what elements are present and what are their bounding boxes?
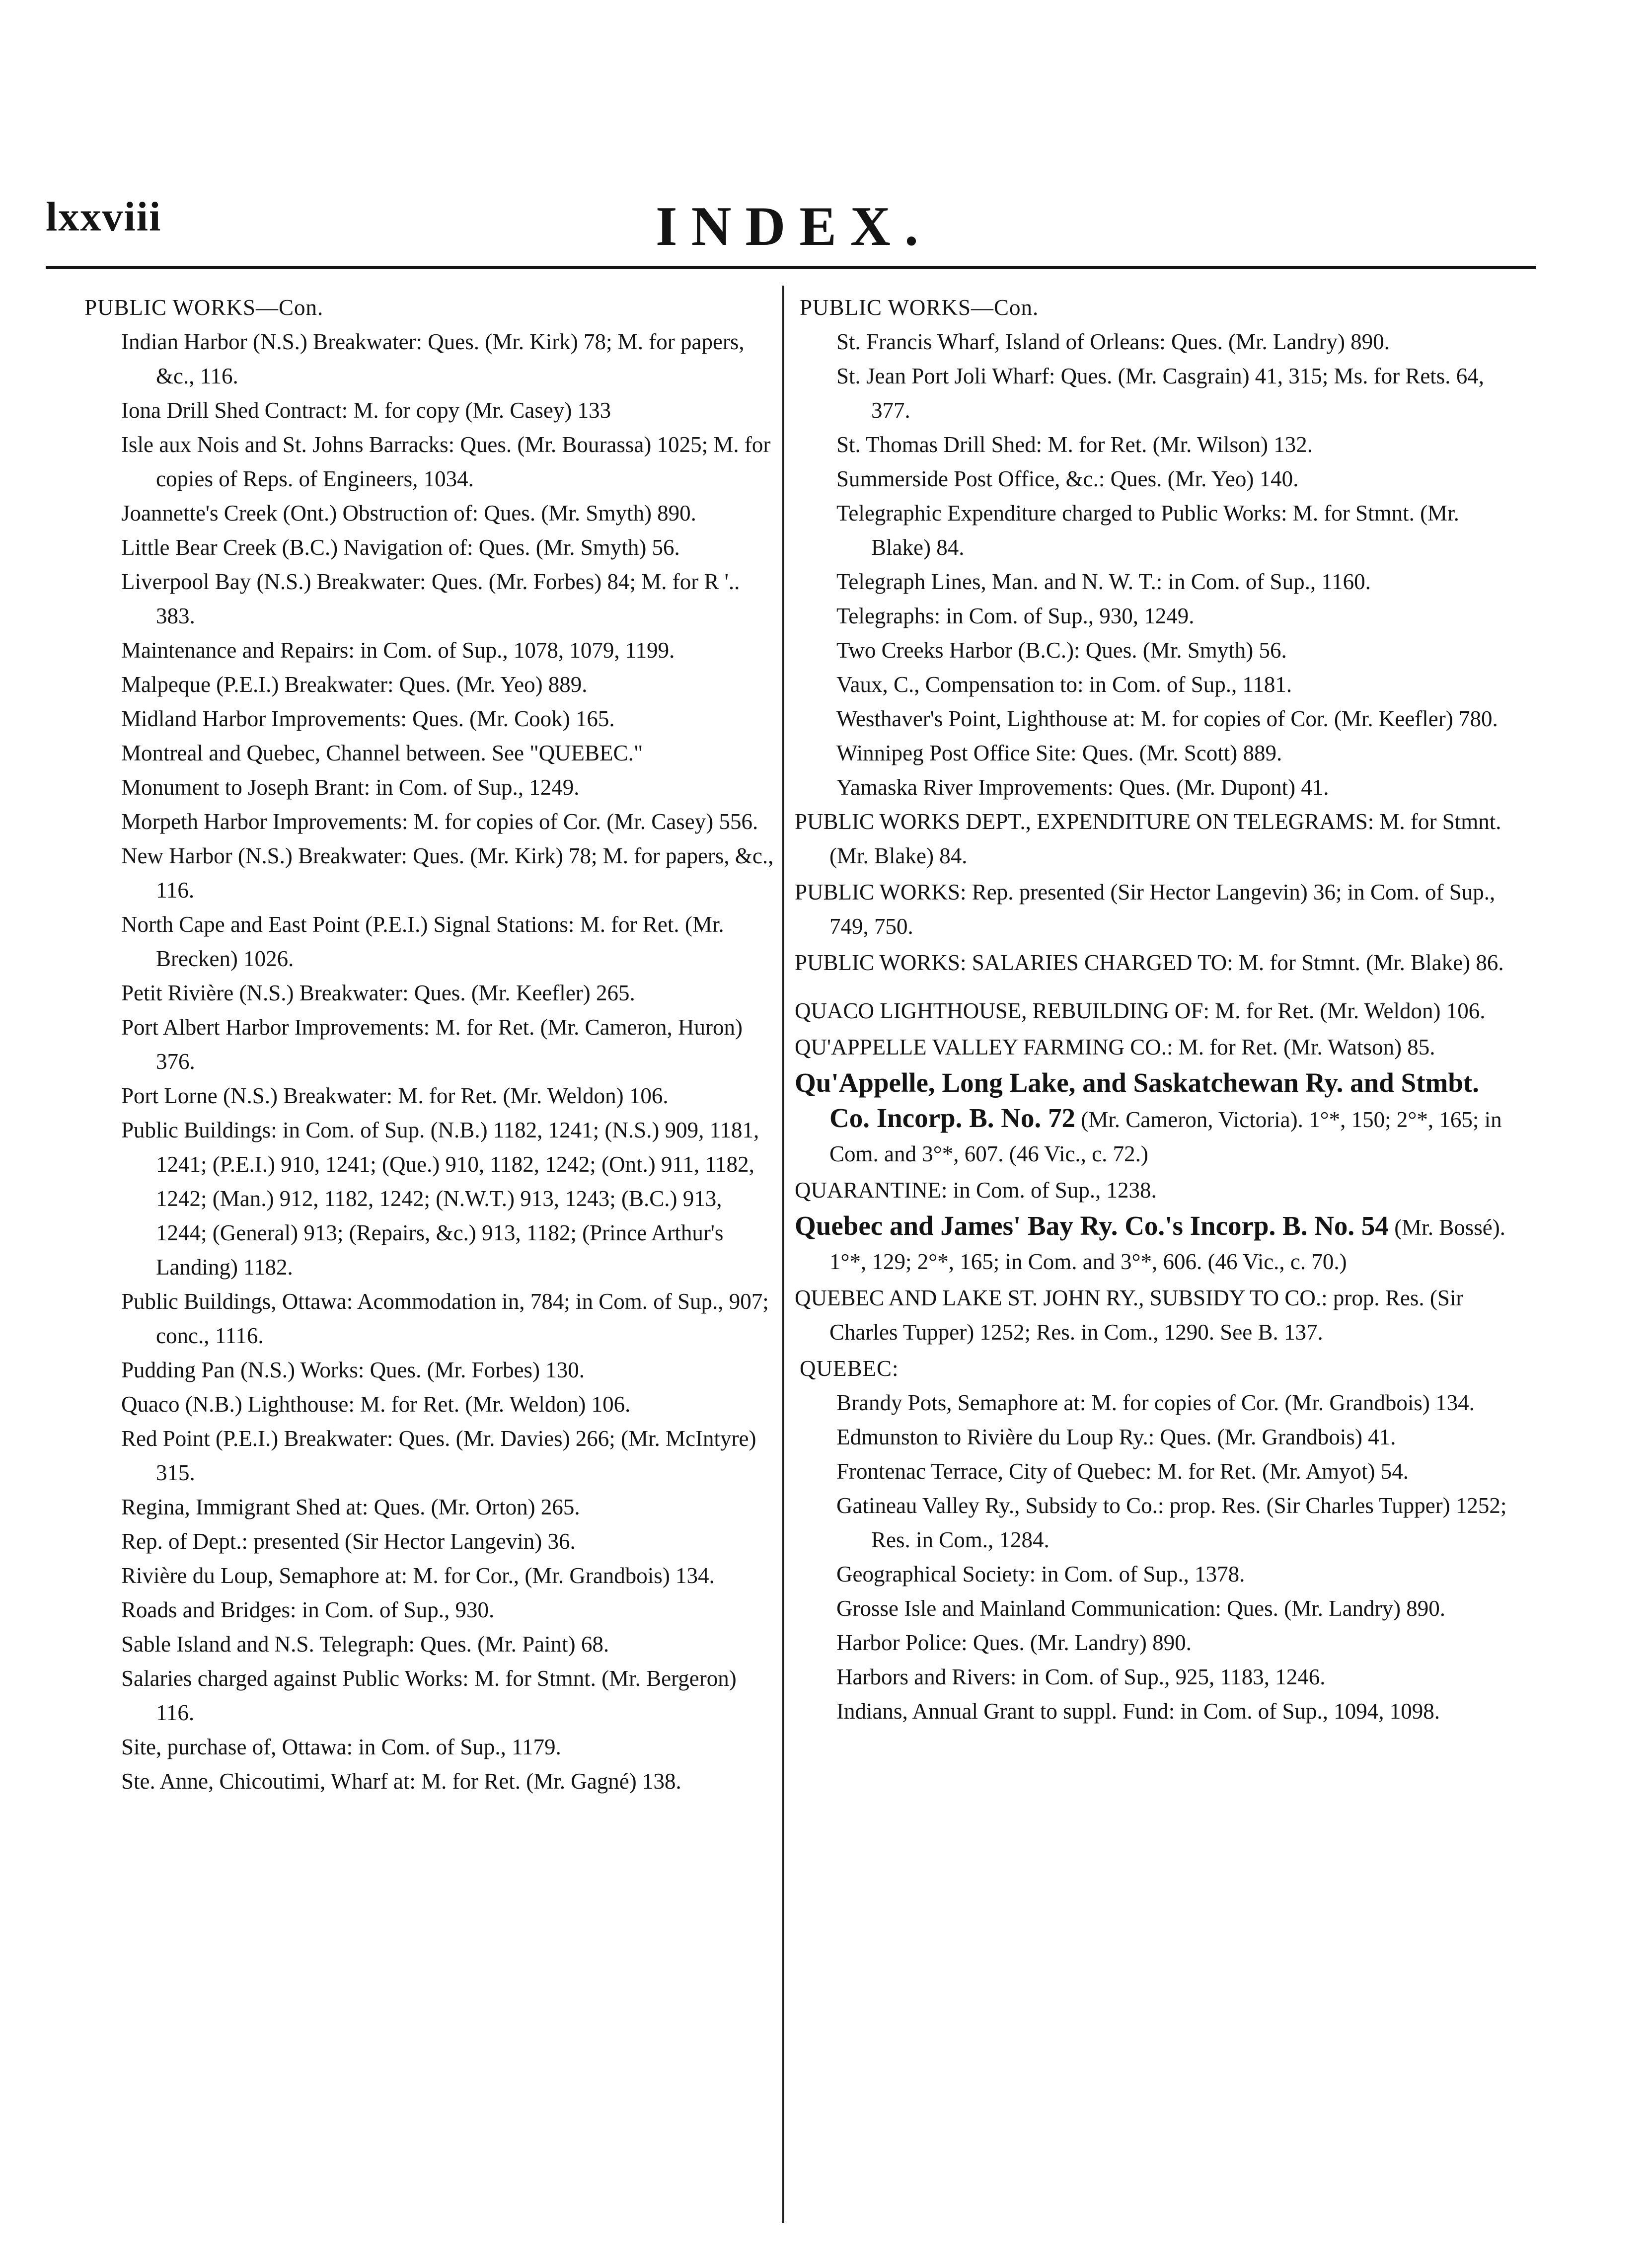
bill-entry	[795, 1066, 1520, 1171]
index-entry: Joannette's Creek (Ont.) Obstruction of: Ques. (Mr. Smyth) 890.	[121, 501, 696, 526]
index-entry: Site, purchase of, Ottawa: in Com. of Sup., 1179.	[121, 1735, 561, 1759]
index-entry: Regina, Immigrant Shed at: Ques. (Mr. Orton) 265.	[121, 1495, 580, 1519]
index-entry: QUACO LIGHTHOUSE, REBUILDING OF: M. for Ret. (Mr. Weldon) 106.	[795, 998, 1486, 1023]
page-number: lxxviii	[46, 194, 162, 240]
index-entry: Roads and Bridges: in Com. of Sup., 930.	[121, 1597, 495, 1622]
index-entry: Gatineau Valley Ry., Subsidy to Co.: prop. Res. (Sir Charles Tupper) 1252; Res. in Com., 1284.	[836, 1493, 1507, 1552]
index-entry: Maintenance and Repairs: in Com. of Sup., 1078, 1079, 1199.	[121, 638, 675, 663]
header-rule	[46, 266, 1536, 269]
index-entry: Two Creeks Harbor (B.C.): Ques. (Mr. Smyth) 56.	[836, 638, 1287, 663]
index-entry: Ste. Anne, Chicoutimi, Wharf at: M. for Ret. (Mr. Gagné) 138.	[121, 1769, 681, 1794]
section-heading: PUBLIC WORKS—Con.	[84, 295, 324, 320]
page-header	[0, 0, 1648, 258]
bill-entry	[795, 1210, 1520, 1279]
index-entry: Indian Harbor (N.S.) Breakwater: Ques. (Mr. Kirk) 78; M. for papers, &c., 116.	[121, 329, 745, 388]
index-entry: Port Albert Harbor Improvements: M. for Ret. (Mr. Cameron, Huron) 376.	[121, 1015, 743, 1074]
left-column	[79, 291, 775, 1799]
index-entry: Quaco (N.B.) Lighthouse: M. for Ret. (Mr. Weldon) 106.	[121, 1392, 631, 1417]
index-entry: North Cape and East Point (P.E.I.) Signal Stations: M. for Ret. (Mr. Brecken) 1026.	[121, 912, 724, 971]
index-entry: Monument to Joseph Brant: in Com. of Sup., 1249.	[121, 775, 580, 800]
index-entry: Iona Drill Shed Contract: M. for copy (Mr. Casey) 133	[121, 398, 611, 423]
index-entry: QUARANTINE: in Com. of Sup., 1238.	[795, 1178, 1157, 1203]
index-entry: Sable Island and N.S. Telegraph: Ques. (Mr. Paint) 68.	[121, 1632, 609, 1657]
index-entry: Midland Harbor Improvements: Ques. (Mr. Cook) 165.	[121, 706, 615, 731]
index-entry: QUEBEC AND LAKE ST. JOHN RY., SUBSIDY TO CO.: prop. Res. (Sir Charles Tupper) 1252; Res. in Com., 1290. See B. 137.	[795, 1285, 1464, 1345]
index-entry: Grosse Isle and Mainland Communication: Ques. (Mr. Landry) 890.	[836, 1596, 1446, 1621]
section-heading: QUEBEC:	[800, 1356, 899, 1381]
index-entry: Malpeque (P.E.I.) Breakwater: Ques. (Mr. Yeo) 889.	[121, 672, 588, 697]
index-entry: St. Thomas Drill Shed: M. for Ret. (Mr. Wilson) 132.	[836, 432, 1313, 457]
page-title: INDEX.	[656, 196, 932, 257]
bill-title: Qu'Appelle, Long Lake, and Saskatchewan Ry. and Stmbt. Co. Incorp. B. No. 72	[795, 1067, 1479, 1133]
index-entry: QU'APPELLE VALLEY FARMING CO.: M. for Ret. (Mr. Watson) 85.	[795, 1035, 1435, 1059]
quebec-entry-list	[795, 1386, 1520, 1729]
index-entry: Morpeth Harbor Improvements: M. for copies of Cor. (Mr. Casey) 556.	[121, 809, 758, 834]
index-entry: Salaries charged against Public Works: M. for Stmnt. (Mr. Bergeron) 116.	[121, 1666, 737, 1725]
index-entry: Petit Rivière (N.S.) Breakwater: Ques. (Mr. Keefler) 265.	[121, 981, 635, 1005]
index-entry: Westhaver's Point, Lighthouse at: M. for copies of Cor. (Mr. Keefler) 780.	[836, 706, 1498, 731]
right-column	[795, 291, 1520, 1729]
index-entry: Liverpool Bay (N.S.) Breakwater: Ques. (Mr. Forbes) 84; M. for R '.. 383.	[121, 569, 740, 628]
index-entry: Red Point (P.E.I.) Breakwater: Ques. (Mr. Davies) 266; (Mr. McIntyre) 315.	[121, 1426, 756, 1485]
bill-details: (Mr. Cameron, Victoria). 1°*, 150; 2°*, 165; in Com. and 3°*, 607. (46 Vic., c. 72.)	[829, 1107, 1502, 1166]
index-entry: St. Jean Port Joli Wharf: Ques. (Mr. Casgrain) 41, 315; Ms. for Rets. 64, 377.	[836, 364, 1485, 423]
index-entry: New Harbor (N.S.) Breakwater: Ques. (Mr. Kirk) 78; M. for papers, &c., 116.	[121, 843, 774, 903]
index-entry: Telegraph Lines, Man. and N. W. T.: in Com. of Sup., 1160.	[836, 569, 1371, 594]
index-entry: Summerside Post Office, &c.: Ques. (Mr. Yeo) 140.	[836, 466, 1299, 491]
index-entry: Frontenac Terrace, City of Quebec: M. for Ret. (Mr. Amyot) 54.	[836, 1459, 1409, 1484]
index-entry: Public Buildings: in Com. of Sup. (N.B.) 1182, 1241; (N.S.) 909, 1181, 1241; (P.E.I.) 910, 1241; (Que.) 910, 1182, 1242; (Ont.) 911, 1182, 1242; (Man.) 912, 1182, 1242; (N.W.T.) 913, 1243; (B.C.) 913, 1244; (General) 913; (Repairs, &c.) 913, 1182; (Prince Arthur's Landing) 1182.	[121, 1118, 759, 1280]
index-entry: Public Buildings, Ottawa: Acommodation in, 784; in Com. of Sup., 907; conc., 1116.	[121, 1289, 769, 1348]
index-entry: Geographical Society: in Com. of Sup., 1378.	[836, 1562, 1245, 1587]
bill-title: Quebec and James' Bay Ry. Co.'s Incorp. B. No. 54	[795, 1210, 1389, 1241]
index-entry: Montreal and Quebec, Channel between. See "QUEBEC."	[121, 741, 643, 765]
index-entry: Rivière du Loup, Semaphore at: M. for Cor., (Mr. Grandbois) 134.	[121, 1563, 715, 1588]
left-entry-list	[79, 325, 775, 1799]
spacer	[795, 982, 1520, 994]
index-entry: St. Francis Wharf, Island of Orleans: Ques. (Mr. Landry) 890.	[836, 329, 1390, 354]
index-entry: Telegraphs: in Com. of Sup., 930, 1249.	[836, 604, 1195, 628]
index-entry: PUBLIC WORKS: Rep. presented (Sir Hector Langevin) 36; in Com. of Sup., 749, 750.	[795, 880, 1496, 939]
index-entry: Harbor Police: Ques. (Mr. Landry) 890.	[836, 1630, 1192, 1655]
index-entry: Yamaska River Improvements: Ques. (Mr. Dupont) 41.	[836, 775, 1329, 800]
index-entry: PUBLIC WORKS: SALARIES CHARGED TO: M. for Stmnt. (Mr. Blake) 86.	[795, 950, 1504, 975]
column-divider	[782, 286, 784, 2223]
index-entry: Winnipeg Post Office Site: Ques. (Mr. Scott) 889.	[836, 741, 1282, 765]
bill-details: (Mr. Bossé). 1°*, 129; 2°*, 165; in Com. and 3°*, 606. (46 Vic., c. 70.)	[829, 1215, 1505, 1274]
index-entry: Brandy Pots, Semaphore at: M. for copies of Cor. (Mr. Grandbois) 134.	[836, 1390, 1475, 1415]
index-entry: Harbors and Rivers: in Com. of Sup., 925, 1183, 1246.	[836, 1664, 1326, 1689]
index-entry: Rep. of Dept.: presented (Sir Hector Langevin) 36.	[121, 1529, 576, 1554]
index-entry: Indians, Annual Grant to suppl. Fund: in Com. of Sup., 1094, 1098.	[836, 1699, 1440, 1724]
right-entry-list	[795, 325, 1520, 805]
index-entry: Little Bear Creek (B.C.) Navigation of: Ques. (Mr. Smyth) 56.	[121, 535, 680, 560]
section-heading: PUBLIC WORKS—Con.	[800, 295, 1039, 320]
index-entry: Isle aux Nois and St. Johns Barracks: Ques. (Mr. Bourassa) 1025; M. for copies of Reps. of Engineers, 1034.	[121, 432, 771, 491]
index-entry: Port Lorne (N.S.) Breakwater: M. for Ret. (Mr. Weldon) 106.	[121, 1083, 669, 1108]
index-entry: Vaux, C., Compensation to: in Com. of Sup., 1181.	[836, 672, 1292, 697]
index-entry: Edmunston to Rivière du Loup Ry.: Ques. (Mr. Grandbois) 41.	[836, 1425, 1396, 1449]
index-entry: Telegraphic Expenditure charged to Public Works: M. for Stmnt. (Mr. Blake) 84.	[836, 501, 1459, 560]
index-entry: Pudding Pan (N.S.) Works: Ques. (Mr. Forbes) 130.	[121, 1358, 585, 1382]
index-entry: PUBLIC WORKS DEPT., EXPENDITURE ON TELEGRAMS: M. for Stmnt. (Mr. Blake) 84.	[795, 809, 1501, 868]
